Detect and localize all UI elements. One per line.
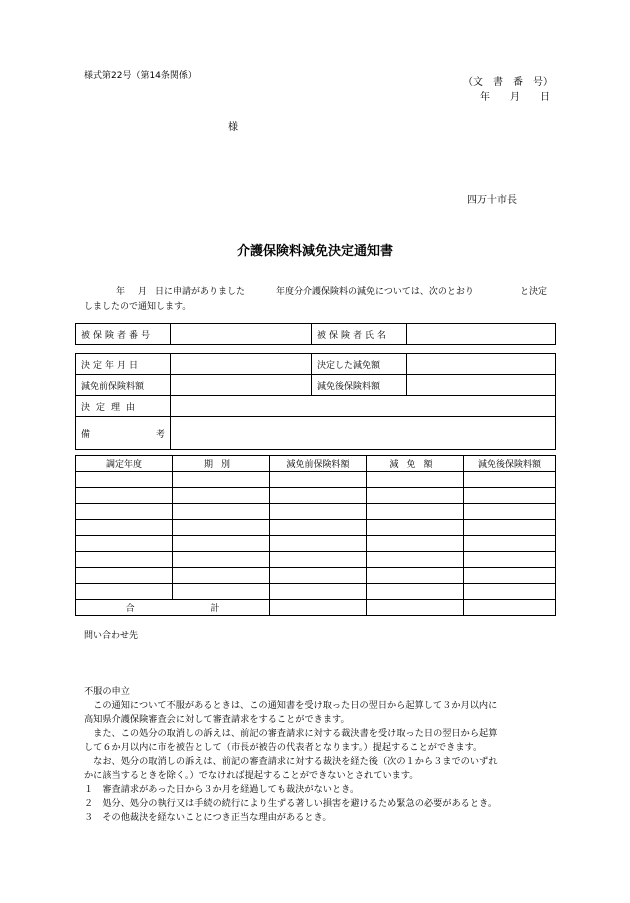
cell[interactable] [464, 568, 556, 584]
form-number: 様式第22号（第14条関係） [84, 71, 197, 81]
cell[interactable] [173, 520, 270, 536]
appeal-heading: 不服の申立 [84, 686, 130, 697]
cell[interactable] [367, 504, 464, 520]
insured-table [75, 323, 556, 345]
total-after[interactable] [464, 600, 556, 616]
intro-year: 年 [116, 287, 126, 297]
inquiry-label: 問い合わせ先 [84, 631, 139, 641]
decision-table [75, 353, 556, 450]
remarks-label-1: 備 [81, 429, 91, 440]
date-line: 年 月 日 [480, 92, 550, 103]
cell[interactable] [464, 536, 556, 552]
cell[interactable] [367, 488, 464, 504]
appeal-line: 高知県介護保険審査会に対して審査請求をすることができます。 [84, 714, 350, 725]
cell[interactable] [173, 472, 270, 488]
total-label-2: 計 [210, 604, 220, 614]
document-number: （文 書 番 号） [463, 77, 553, 88]
header-year: 調定年度 [76, 456, 173, 472]
before-amount-value[interactable] [171, 375, 312, 396]
decision-date-value[interactable] [171, 354, 312, 375]
appeal-line: ２ 処分、処分の執行又は手続の続行により生ずる著しい損害を避けるため緊急の必要があるとき。 [84, 798, 498, 809]
header-before: 減免前保険料額 [270, 456, 367, 472]
table-row [76, 504, 556, 520]
appeal-line: また、この処分の取消しの訴えは、前記の審査請求に対する裁決書を受け取った日の翌日から起算 [84, 728, 498, 739]
table-row [76, 536, 556, 552]
cell[interactable] [173, 504, 270, 520]
intro-line-2: しましたので通知します。 [84, 302, 192, 312]
cell[interactable] [270, 568, 367, 584]
decision-date-label: 決定年月日 [76, 354, 171, 375]
appeal-section [84, 685, 497, 825]
reduced-amount-value[interactable] [407, 354, 556, 375]
cell[interactable] [76, 584, 173, 600]
header-period: 期別 [173, 456, 270, 472]
sender: 四万十市長 [467, 195, 517, 206]
remarks-value[interactable] [171, 417, 556, 450]
appeal-line: かに該当するときを除く。）でなければ提起することができないとされています。 [84, 770, 419, 781]
table-row [76, 584, 556, 600]
table-row [76, 520, 556, 536]
remarks-label-2: 考 [155, 429, 165, 440]
cell[interactable] [367, 536, 464, 552]
reduced-amount-label: 決定した減免額 [312, 354, 407, 375]
page-title: 介護保険料減免決定通知書 [236, 244, 393, 259]
appeal-line: この通知について不服があるときは、この通知書を受け取った日の翌日から起算して３か月以内に [84, 700, 498, 711]
total-label-1: 合 [125, 604, 135, 614]
table-row [76, 488, 556, 504]
total-row [76, 600, 556, 616]
table-row [76, 552, 556, 568]
cell[interactable] [270, 472, 367, 488]
total-label [76, 600, 270, 616]
after-amount-value[interactable] [407, 375, 556, 396]
insured-number-value[interactable] [171, 324, 312, 345]
total-before[interactable] [270, 600, 367, 616]
cell[interactable] [76, 472, 173, 488]
appeal-line: １ 審査請求があった日から３か月を経過しても裁決がないとき。 [84, 784, 360, 795]
table-row [76, 472, 556, 488]
cell[interactable] [270, 488, 367, 504]
reason-value[interactable] [171, 396, 556, 417]
intro-month: 月 [138, 287, 148, 297]
cell[interactable] [173, 536, 270, 552]
cell[interactable] [173, 488, 270, 504]
cell[interactable] [464, 520, 556, 536]
header-reduction: 減免額 [367, 456, 464, 472]
intro-text-3: と決定 [520, 287, 548, 297]
cell[interactable] [173, 552, 270, 568]
table-row [76, 568, 556, 584]
cell[interactable] [270, 520, 367, 536]
cell[interactable] [464, 488, 556, 504]
cell[interactable] [367, 584, 464, 600]
before-amount-label: 減免前保険料額 [76, 375, 171, 396]
cell[interactable] [173, 584, 270, 600]
cell[interactable] [76, 504, 173, 520]
cell[interactable] [464, 472, 556, 488]
cell[interactable] [173, 568, 270, 584]
intro-text-2: 年度分介護保険料の減免については、次のとおり [276, 287, 474, 297]
total-reduction[interactable] [367, 600, 464, 616]
appeal-line: なお、処分の取消しの訴えは、前記の審査請求に対する裁決を経た後（次の１から３までのいずれ [84, 756, 498, 767]
cell[interactable] [270, 584, 367, 600]
cell[interactable] [464, 504, 556, 520]
appeal-line: して６か月以内に市を被告として（市長が被告の代表者となります。）提起することができます。 [84, 742, 483, 753]
cell[interactable] [76, 552, 173, 568]
cell[interactable] [270, 552, 367, 568]
insured-name-value[interactable] [407, 324, 556, 345]
header-after: 減免後保険料額 [464, 456, 556, 472]
insured-name-label: 被保険者氏名 [312, 324, 407, 345]
cell[interactable] [464, 584, 556, 600]
cell[interactable] [367, 520, 464, 536]
cell[interactable] [76, 520, 173, 536]
calculation-table [75, 455, 556, 616]
appeal-line: ３ その他裁決を経ないことにつき正当な理由があるとき。 [84, 812, 332, 823]
cell[interactable] [270, 504, 367, 520]
intro-text-1: 日に申請がありました [155, 287, 246, 297]
after-amount-label: 減免後保険料額 [312, 375, 407, 396]
cell[interactable] [464, 552, 556, 568]
cell[interactable] [76, 488, 173, 504]
reason-label: 決定理由 [76, 396, 171, 417]
cell[interactable] [76, 568, 173, 584]
addressee-suffix: 様 [228, 122, 238, 133]
remarks-label [76, 417, 171, 450]
cell[interactable] [367, 552, 464, 568]
cell[interactable] [367, 568, 464, 584]
cell[interactable] [367, 472, 464, 488]
cell[interactable] [76, 536, 173, 552]
cell[interactable] [270, 536, 367, 552]
insured-number-label: 被保険者番号 [76, 324, 171, 345]
